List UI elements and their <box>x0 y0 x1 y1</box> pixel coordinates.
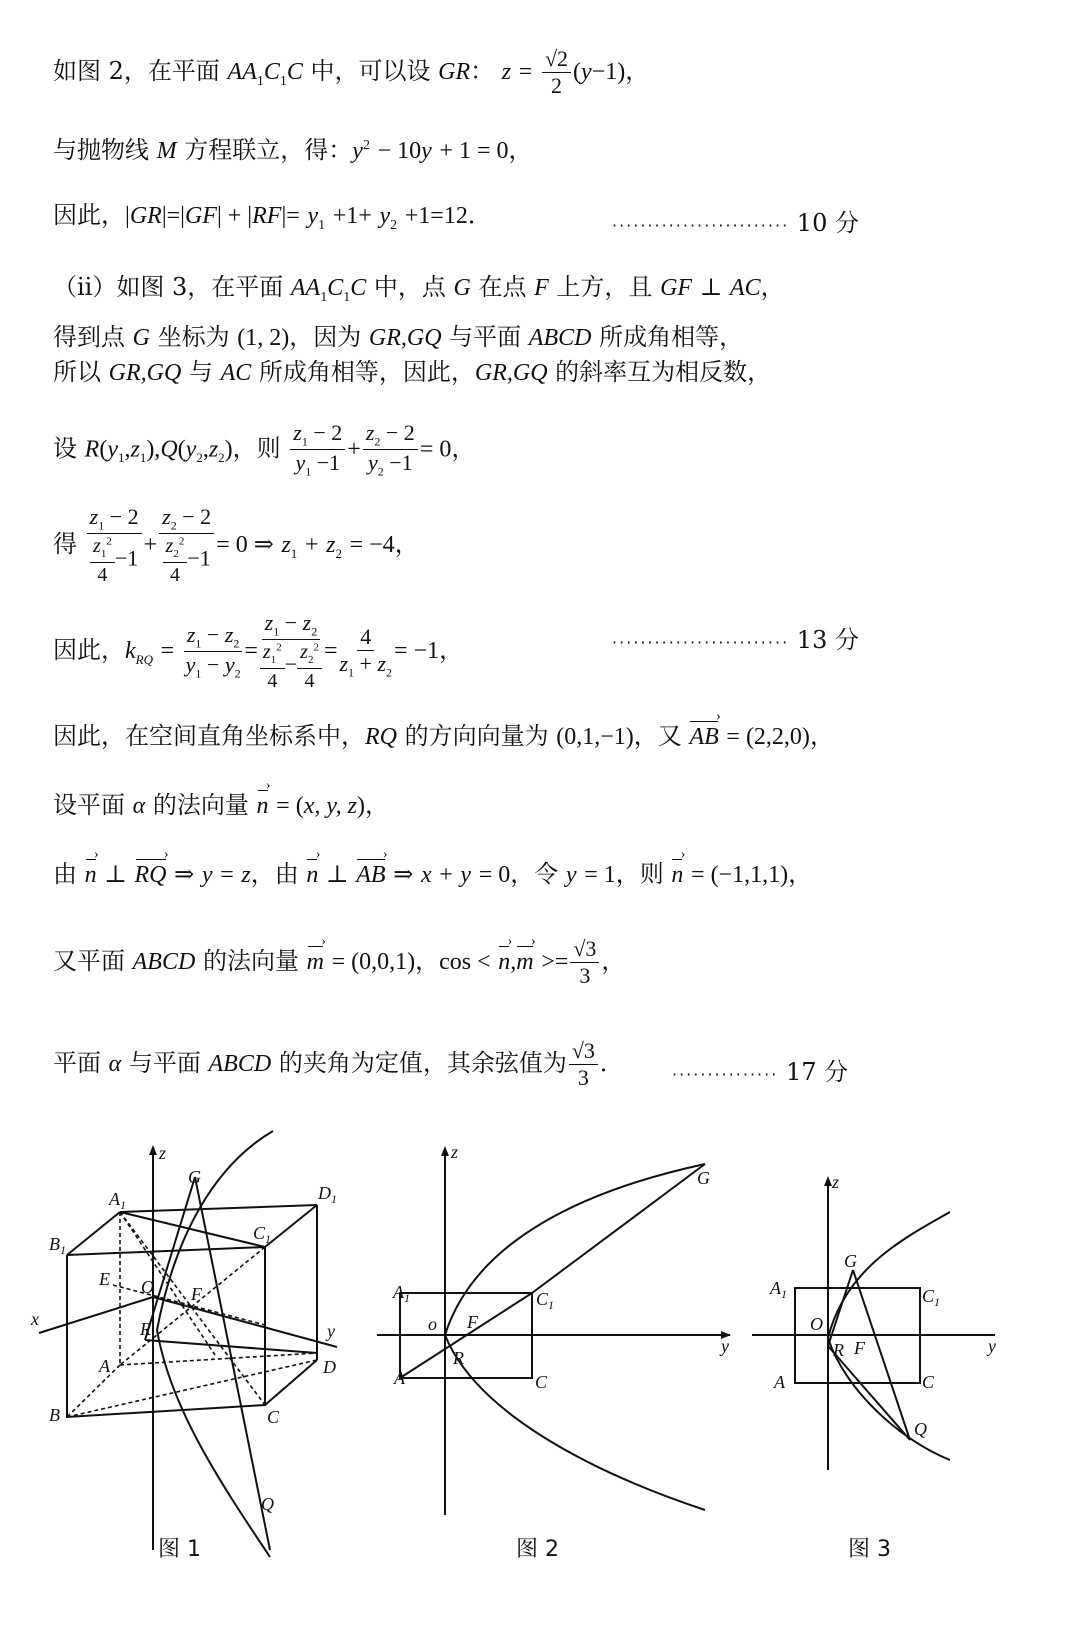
score-10-label: 10 分 <box>796 209 859 237</box>
svg-text:z: z <box>832 1172 840 1192</box>
svg-text:A1: $A_1$ <box>109 1189 126 1212</box>
svg-text:B: B <box>49 1405 60 1425</box>
svg-text:E: E <box>99 1269 110 1289</box>
svg-text:A: A <box>774 1372 785 1392</box>
svg-text:C: C <box>922 1372 935 1392</box>
svg-text:G: G <box>844 1251 857 1271</box>
figure-3-caption: 图 3 <box>848 1537 891 1562</box>
svg-text:G: G <box>697 1168 710 1188</box>
svg-text:G: G <box>188 1167 201 1187</box>
svg-text:R: R <box>453 1348 464 1368</box>
svg-text:O: O <box>141 1277 154 1297</box>
figure-3 <box>750 1170 1050 1490</box>
score-13: ························· 13 分 <box>612 626 859 654</box>
solution-line-3: 因此，$|GR|=|GF| + |RF|= y_1 +1+ y_2 +1=12$． <box>53 201 492 233</box>
score-17-label: 17 分 <box>785 1058 849 1086</box>
svg-text:C: C <box>535 1372 548 1392</box>
figure-1 <box>25 1125 365 1565</box>
solution-line-7: 设 $R(y_1,z_1),Q(y_2,z_2)$，则 $\frac{z_1 - 2}{y_1 -1}$ + $\frac{z_2 - 2}{y_2 -1}$ = 0， <box>53 420 476 479</box>
svg-text:y: y <box>721 1336 729 1356</box>
svg-text:Q: Q <box>914 1419 927 1439</box>
svg-text:F: F <box>191 1284 202 1304</box>
svg-text:C1: $C_1$ <box>536 1289 555 1312</box>
svg-text:F: F <box>854 1338 865 1358</box>
solution-line-11: 设平面 α 的法向量 n › = (x, y, z)， <box>53 793 389 818</box>
svg-text:C: C <box>267 1407 280 1427</box>
svg-text:A1: $A_1$ <box>393 1282 410 1305</box>
svg-text:A: A <box>99 1356 110 1376</box>
solution-line-1: 如图 2，在平面 $AA_1C_1C$ 中，可以设 GR： z = $\frac{√2}{2}$ (y−1)， <box>53 46 650 98</box>
svg-text:D1: $D_1$ <box>318 1183 337 1206</box>
svg-text:R: R <box>140 1319 151 1339</box>
solution-line-6: 所以 GR,GQ 与 AC 所成角相等，因此，GR,GQ 的斜率互为相反数， <box>53 358 772 386</box>
svg-text:z: z <box>159 1143 167 1163</box>
solution-line-2: 与抛物线 M 方程联立，得：$y^2 - 10y + 1 = 0$， <box>53 136 533 164</box>
solution-line-13: 又平面 ABCD 的法向量 m › = (0,0,1)，cos < n ›,m › >= $\frac{√3}{3}$ ， <box>53 938 625 987</box>
solution-line-8: 得 $z_1 - 2$ $\frac{z_1^2}{4}$ −1 + $z_2 - 2$ $\frac{z_2^2}{4}$ −1 = 0 ⇒ $z_1 + z_2 = -4$， <box>53 504 419 587</box>
svg-text:Q: Q <box>261 1494 274 1514</box>
solution-line-9: 因此，$k_{RQ}$ = $\frac{z_1 - z_2}{y_1 - y_2}$ = $z_1 - z_2$ $\frac{z_1^2}{4}$ − $\frac{z_2^2}{4}$ = $\frac{4}{z_1 + z_2}$ = −1， <box>53 610 464 693</box>
svg-text:y: y <box>327 1321 335 1341</box>
svg-text:D: D <box>323 1357 336 1377</box>
figure-2-caption: 图 2 <box>516 1537 559 1562</box>
svg-text:O: O <box>810 1314 823 1334</box>
svg-text:C1: $C_1$ <box>922 1286 941 1309</box>
svg-text:A: A <box>394 1368 405 1388</box>
svg-text:B1: $B_1$ <box>49 1234 66 1257</box>
figure-2 <box>375 1140 735 1520</box>
svg-text:C1: $C_1$ <box>253 1223 272 1246</box>
solution-line-10: 因此，在空间直角坐标系中，RQ 的方向向量为 (0,1,−1)，又 AB › = (2,2,0)， <box>53 724 834 749</box>
svg-text:x: x <box>31 1309 39 1329</box>
solution-line-5: 得到点 G 坐标为 (1, 2)，因为 GR,GQ 与平面 ABCD 所成角相等， <box>53 323 744 351</box>
svg-text:R: R <box>833 1340 844 1360</box>
score-17: ··············· 17 分 <box>672 1058 849 1086</box>
figure-1-caption: 图 1 <box>158 1537 201 1562</box>
svg-text:z: z <box>451 1142 459 1162</box>
solution-line-4: （ii）如图 3，在平面 $AA_1C_1C$ 中，点 G 在点 F 上方，且 GF ⊥ AC， <box>53 273 785 305</box>
solution-line-12: 由 n › ⊥ RQ › ⇒ y = z，由 n › ⊥ AB › ⇒ x + y = 0，令 y = 1，则 n › = (−1,1,1)， <box>53 862 812 887</box>
svg-text:A1: $A_1$ <box>770 1278 787 1301</box>
score-13-label: 13 分 <box>796 626 859 654</box>
svg-text:F: F <box>467 1312 478 1332</box>
svg-text:y: y <box>988 1336 996 1356</box>
solution-line-14: 平面 α 与平面 ABCD 的夹角为定值，其余弦值为 $\frac{√3}{3}$ ． <box>53 1038 624 1090</box>
svg-text:o: o <box>428 1314 437 1334</box>
score-10: ························· 10 分 <box>612 209 859 237</box>
